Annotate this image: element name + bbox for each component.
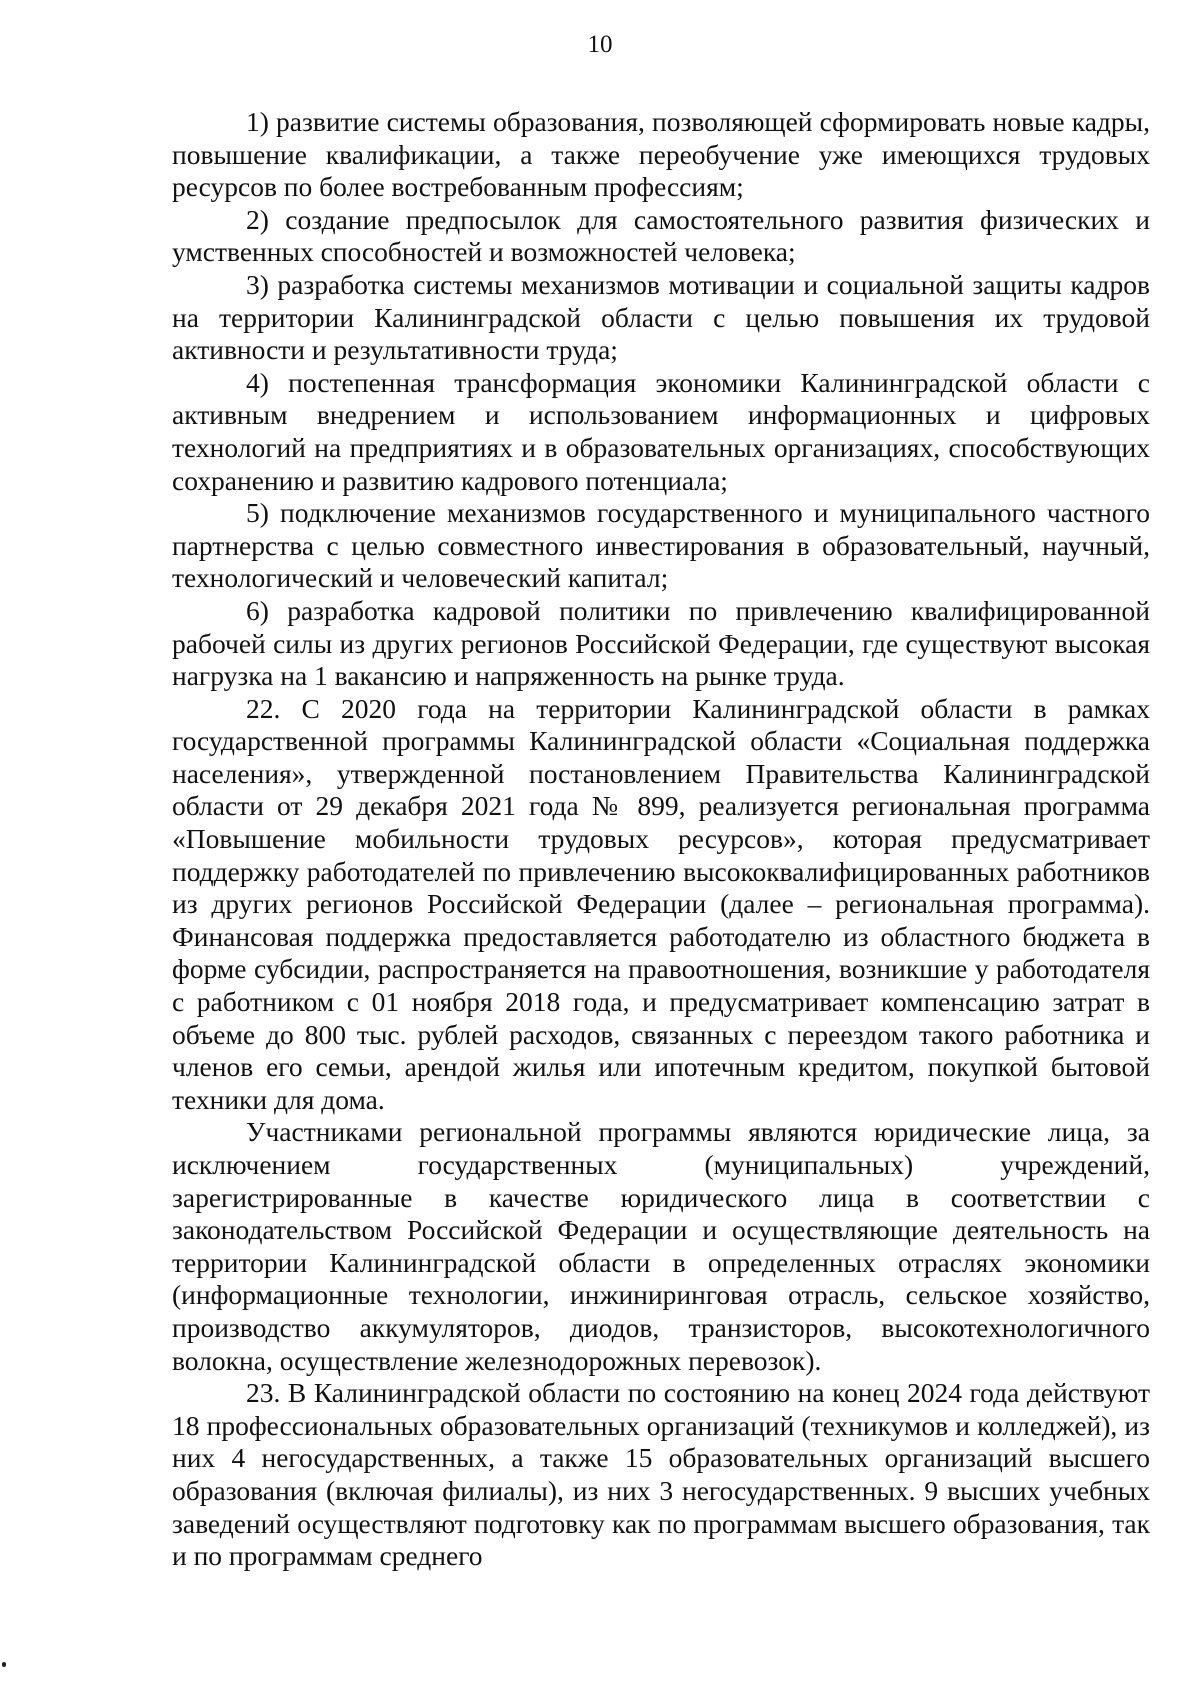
list-item-3: 3) разработка системы механизмов мотивации и социальной защиты кадров на территории Калининградской области с целью повышения их трудовой активности и результативности труда; (172, 268, 1150, 366)
list-item-1: 1) развитие системы образования, позволяющей сформировать новые кадры, повышение квалификации, а также переобучение уже имеющихся трудовых ресурсов по более востребованным профессиям; (172, 106, 1150, 203)
section-22-paragraph: 22. С 2020 года на территории Калининградской области в рамках государственной программы Калининградской области «Социальная поддержка населения», утвержденной постановлением Правительства Калининградской области от 29 декабря 2021 года № 899, реализуется региональная программа «Повышение мобильности трудовых ресурсов», которая предусматривает поддержку работодателей по привлечению высококвалифицированных работников из других регионов Российской Федерации (далее – региональная программа). Финансовая поддержка предоставляется работодателю из областного бюджета в форме субсидии, распространяется на правоотношения, возникшие у работодателя с работником с 01 ноября 2018 года, и предусматривает компенсацию затрат в объеме до 800 тыс. рублей расходов, связанных с переездом такого работника и членов его семьи, арендой жилья или ипотечным кредитом, покупкой бытовой техники для дома. (172, 692, 1150, 1115)
list-item-6: 6) разработка кадровой политики по привлечению квалифицированной рабочей силы из других регионов Российской Федерации, где существуют высокая нагрузка на 1 вакансию и напряженность на рынке труда. (172, 594, 1150, 692)
scan-speck (2, 1662, 6, 1667)
page-number: 10 (587, 31, 613, 58)
list-item-2: 2) создание предпосылок для самостоятельного развития физических и умственных способностей и возможностей человека; (172, 203, 1150, 268)
section-23-paragraph: 23. В Калининградской области по состоянию на конец 2024 года действуют 18 профессиональных образовательных организаций (техникумов и колледжей), из них 4 негосударственных, а также 15 образовательных организаций высшего образования (включая филиалы), из них 3 негосударственных. 9 высших учебных заведений осуществляют подготовку как по программам высшего образования, так и по программам среднего (172, 1377, 1150, 1572)
document-body (172, 106, 1150, 1573)
participants-paragraph: Участниками региональной программы являются юридические лица, за исключением государственных (муниципальных) учреждений, зарегистрированные в качестве юридического лица в соответствии с законодательством Российской Федерации и осуществляющие деятельность на территории Калининградской области в определенных отраслях экономики (информационные технологии, инжиниринговая отрасль, сельское хозяйство, производство аккумуляторов, диодов, транзисторов, высокотехнологичного волокна, осуществление железнодорожных перевозок). (172, 1116, 1150, 1376)
list-item-5: 5) подключение механизмов государственного и муниципального частного партнерства с целью совместного инвестирования в образовательный, научный, технологический и человеческий капитал; (172, 497, 1150, 594)
list-item-4: 4) постепенная трансформация экономики Калининградской области с активным внедрением и использованием информационных и цифровых технологий на предприятиях и в образовательных организациях, способствующих сохранению и развитию кадрового потенциала; (172, 366, 1150, 496)
